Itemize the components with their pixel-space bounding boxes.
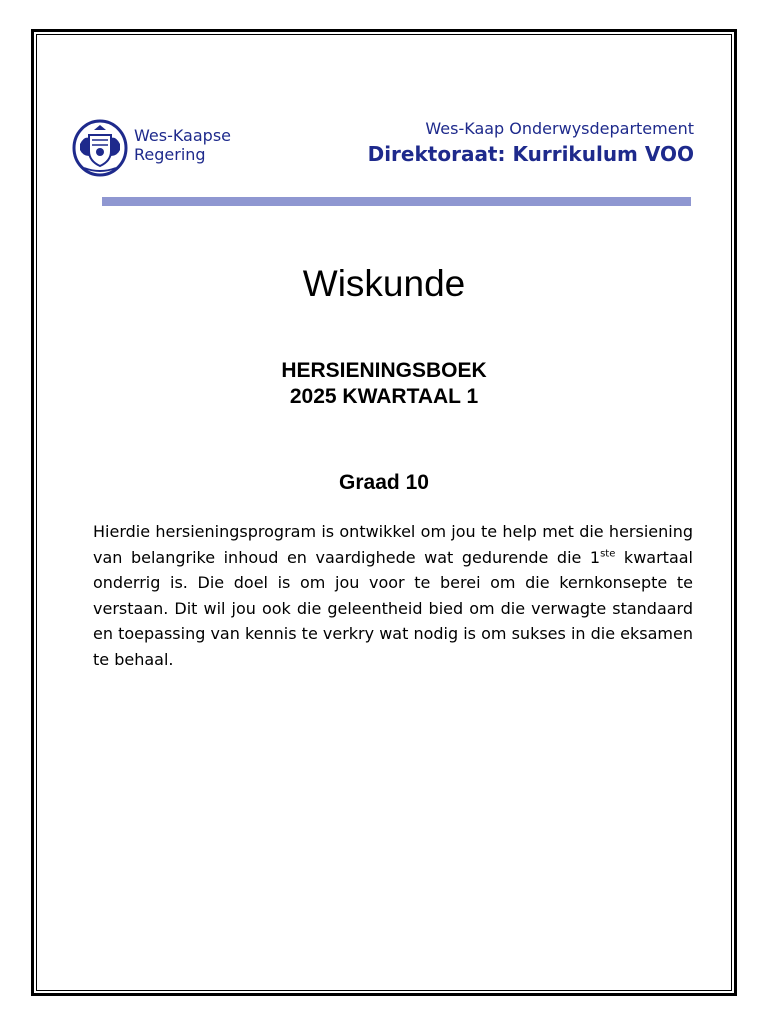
subtitle-line-1: HERSIENINGSBOEK — [281, 359, 487, 382]
logo-line-1: Wes-Kaapse — [134, 126, 231, 145]
grade-heading: Graad 10 — [339, 471, 429, 494]
directorate-name: Direktoraat: Kurrikulum VOO — [367, 142, 694, 166]
document-title: Wiskunde — [302, 263, 466, 304]
coat-of-arms-icon — [72, 118, 128, 178]
document-subtitle — [0, 358, 768, 410]
department-header — [368, 118, 694, 168]
subtitle-line-2: 2025 KWARTAAL 1 — [289, 385, 479, 408]
header-divider — [102, 197, 691, 206]
department-name: Wes-Kaap Onderwysdepartement — [425, 119, 694, 138]
intro-text-part-2: kwartaal onderrig is. Die doel is om jou voor te berei om die kernkonsepte te verstaan. Dit wil jou ook die geleentheid bied om die verwagte standaard en toepassing van kennis te verkry wat nodig is om sukses in die eksamen te behaal. — [93, 547, 693, 669]
intro-paragraph — [93, 519, 693, 673]
intro-text-part-1: Hierdie hersieningsprogram is ontwikkel om jou te help met die hersiening van belangrike inhoud en vaardighede wat gedurende die 1 — [93, 522, 693, 567]
government-logo — [72, 118, 262, 178]
ordinal-superscript: ste — [600, 548, 616, 560]
logo-line-2: Regering — [134, 145, 206, 164]
